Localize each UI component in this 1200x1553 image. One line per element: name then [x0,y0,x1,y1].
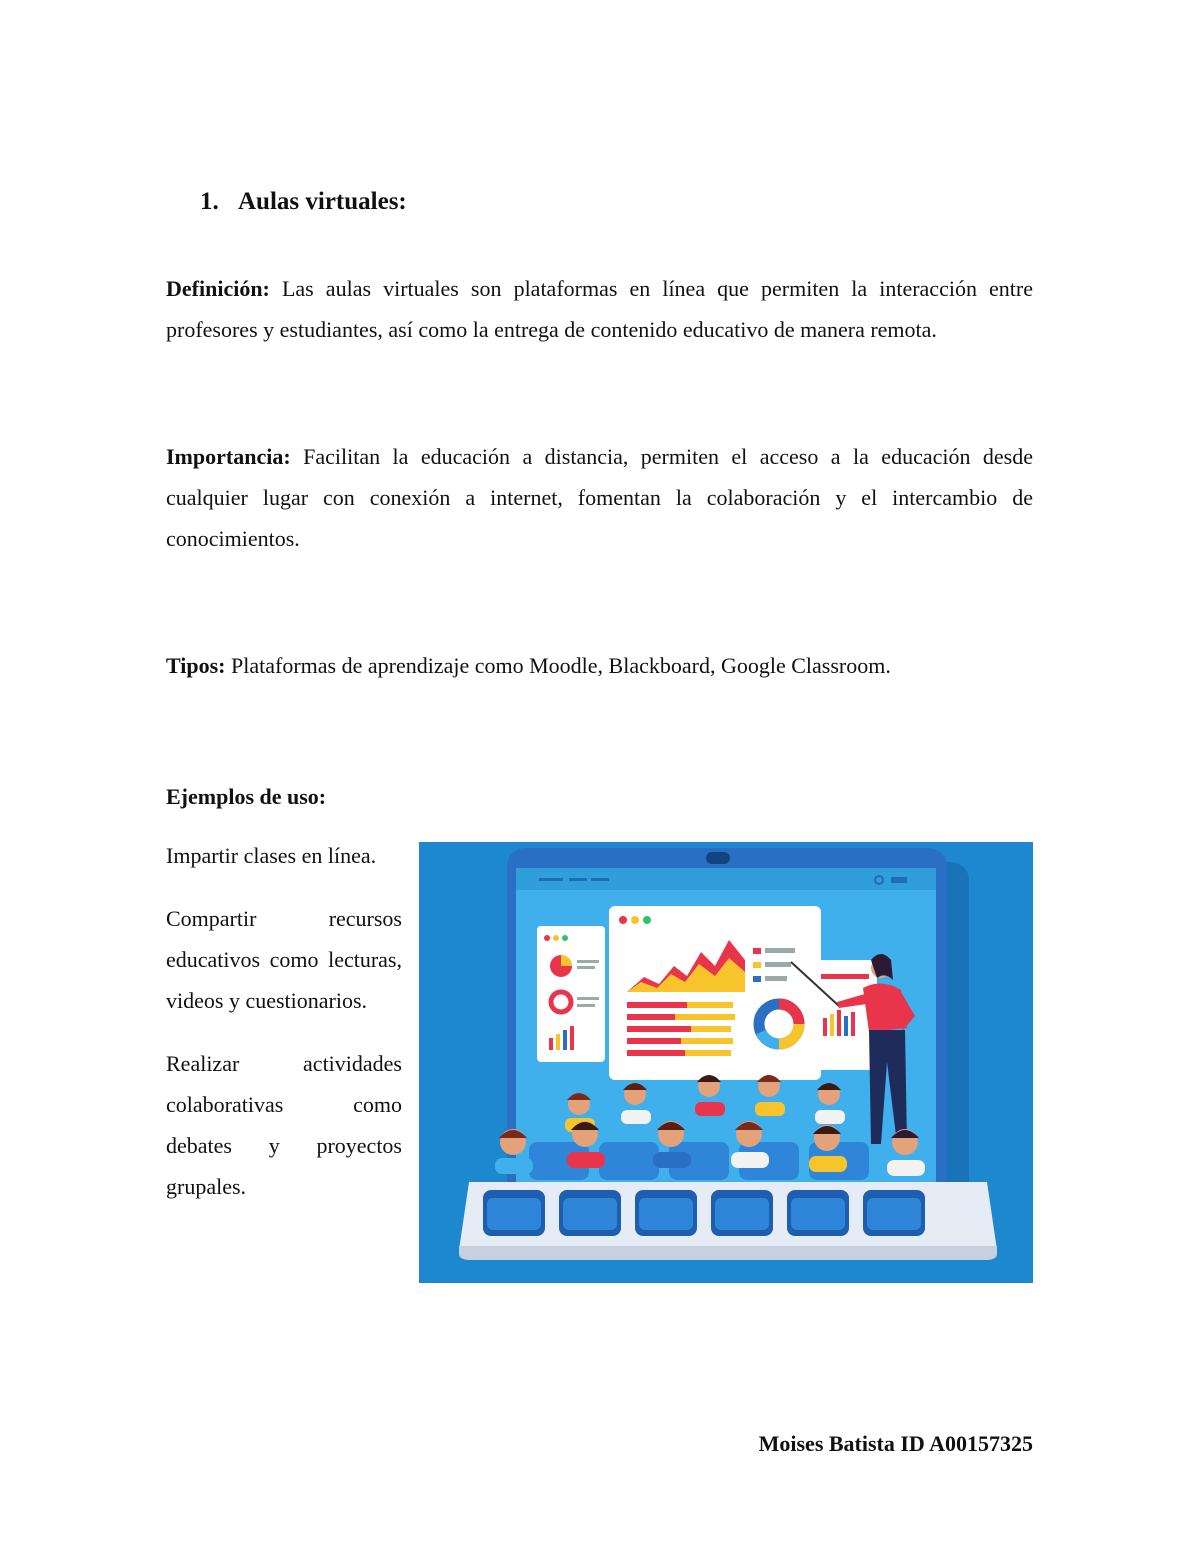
illustration-svg [419,842,1033,1283]
author-footer: Moises Batista ID A00157325 [758,1431,1033,1456]
examples-heading [166,776,1033,817]
importance-paragraph [166,436,1033,559]
example-item: Impartir clases en línea. [166,843,377,868]
definition-text: Las aulas virtuales son plataformas en línea que permiten la interacción entre profesores y estudiantes, así como la entrega de contenido educativo de manera remota. [166,276,1033,342]
section-heading [200,188,407,216]
importance-label: Importancia: [166,444,291,469]
types-paragraph [166,645,1033,686]
section-title: Aulas virtuales: [238,188,407,215]
section-number: 1. [200,188,219,215]
camera-icon [706,852,730,864]
example-item: Realizar actividades colaborativas como debates y proyectos grupales. [166,1051,402,1199]
examples-label: Ejemplos de uso: [166,784,327,809]
definition-paragraph [166,268,1033,350]
definition-label: Definición: [166,276,270,301]
types-label: Tipos: [166,653,226,678]
virtual-classroom-illustration [419,842,1033,1283]
examples-list [166,835,402,1229]
types-text: Plataformas de aprendizaje como Moodle, Blackboard, Google Classroom. [231,653,891,678]
example-item: Compartir recursos educativos como lecturas, videos y cuestionarios. [166,906,402,1013]
importance-text: Facilitan la educación a distancia, permiten el acceso a la educación desde cualquier lugar con conexión a internet, fomentan la colaboración y el intercambio de conocimientos. [166,444,1034,551]
